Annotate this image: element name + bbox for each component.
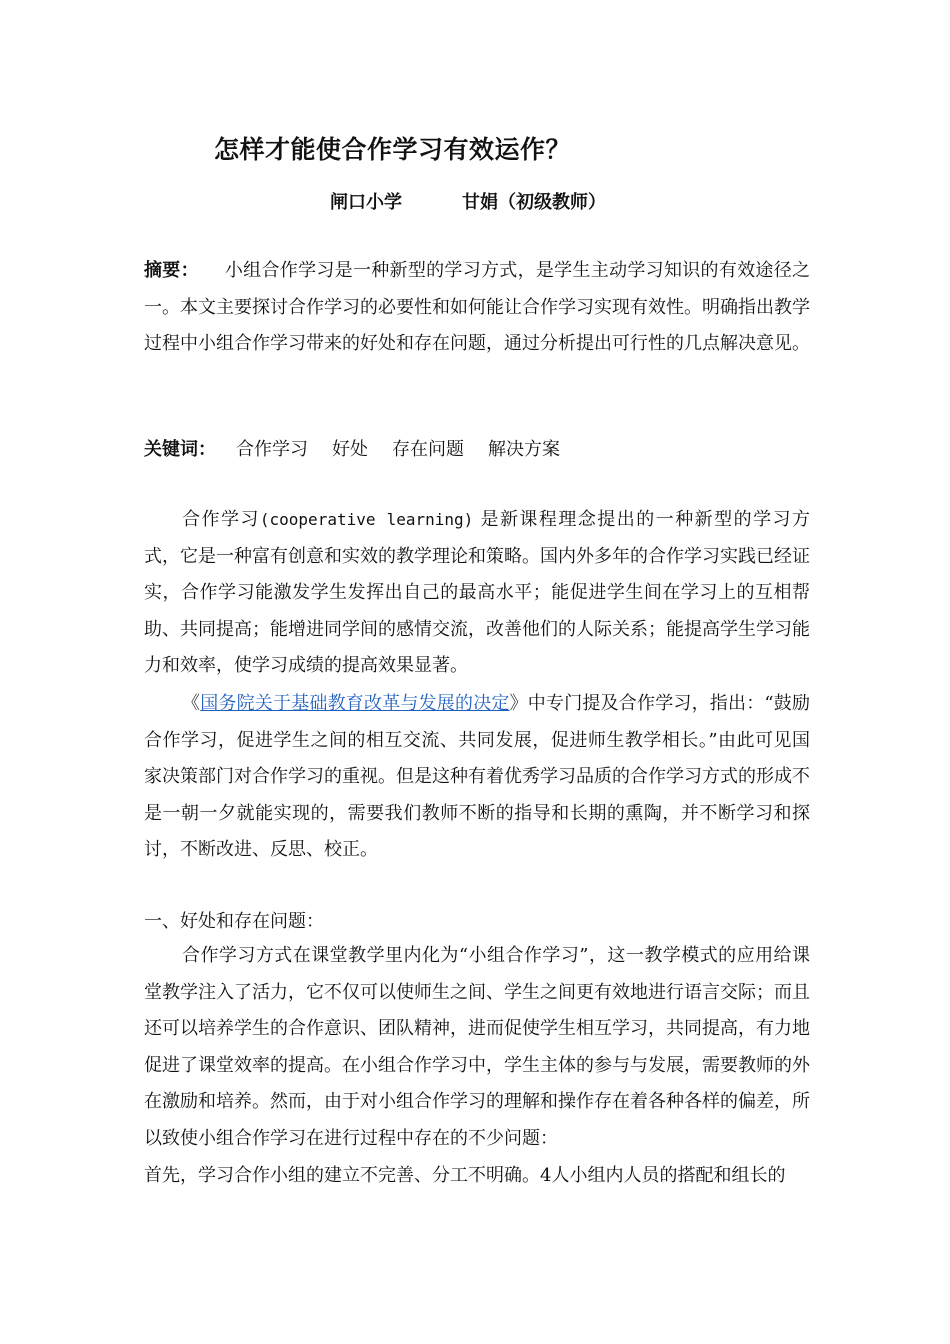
keyword-item: 合作学习 xyxy=(236,439,308,460)
abstract-text: 小组合作学习是一种新型的学习方式，是学生主动学习知识的有效途径之一。本文主要探讨合作学习的必要性和如何能让合作学习实现有效性。明确指出教学过程中小组合作学习带来的好处和存在问题，通过分析提出可行性的几点解决意见。 xyxy=(144,260,811,354)
paragraph-2-rest: 》中专门提及合作学习，指出：“鼓励合作学习，促进学生之间的相互交流、共同发展，促进师生教学相长。”由此可见国家决策部门对合作学习的重视。但是这种有着优秀学习品质的合作学习方式的形成不是一朝一夕就能实现的，需要我们教师不断的指导和长期的熏陶，并不断学习和探讨，不断改进、反思、校正。 xyxy=(144,693,811,860)
author-line xyxy=(330,188,606,214)
policy-document-link[interactable]: 国务院关于基础教育改革与发展的决定 xyxy=(200,693,510,714)
author-school: 闸口小学 xyxy=(330,192,402,213)
keywords-label: 关键词： xyxy=(144,439,216,460)
quote-open-bracket: 《 xyxy=(182,693,201,714)
paragraph-1-rest: 是新课程理念提出的一种新型的学习方式，它是一种富有创意和实效的教学理论和策略。国内外多年的合作学习实践已经证实，合作学习能激发学生发挥出自己的最高水平；能促进学生间在学习上的互相帮助、共同提高；能增进同学间的感情交流，改善他们的人际关系；能提高学生学习能力和效率，使学习成绩的提高效果显著。 xyxy=(144,509,811,676)
keyword-item: 存在问题 xyxy=(392,439,464,460)
keywords-line xyxy=(144,432,810,469)
body-paragraph-3: 合作学习方式在课堂教学里内化为“小组合作学习”，这一教学模式的应用给课堂教学注入了活力，它不仅可以使师生之间、学生之间更有效地进行语言交际；而且还可以培养学生的合作意识、团队精神，进而促使学生相互学习，共同提高，有力地促进了课堂效率的提高。在小组合作学习中，学生主体的参与与发展，需要教师的外在激励和培养。然而，由于对小组合作学习的理解和操作存在着各种各样的偏差，所以致使小组合作学习在进行过程中存在的不少问题： xyxy=(144,945,810,1149)
body-paragraph-4: 首先，学习合作小组的建立不完善、分工不明确。4人小组内人员的搭配和组长的 xyxy=(144,1165,786,1186)
english-term: (cooperative learning) xyxy=(259,510,474,529)
keyword-item: 好处 xyxy=(332,439,368,460)
abstract-paragraph xyxy=(144,253,810,363)
document-title: 怎样才能使合作学习有效运作？ xyxy=(214,135,572,164)
body-paragraph-1 xyxy=(144,502,810,685)
paragraph-1-start: 合作学习 xyxy=(182,509,260,530)
abstract-label: 摘要： xyxy=(144,260,199,281)
keyword-item: 解决方案 xyxy=(488,439,560,460)
section-heading-1: 一、好处和存在问题： xyxy=(144,911,324,932)
body-paragraph-2 xyxy=(144,686,810,869)
author-name: 甘娟（初级教师） xyxy=(462,192,606,213)
